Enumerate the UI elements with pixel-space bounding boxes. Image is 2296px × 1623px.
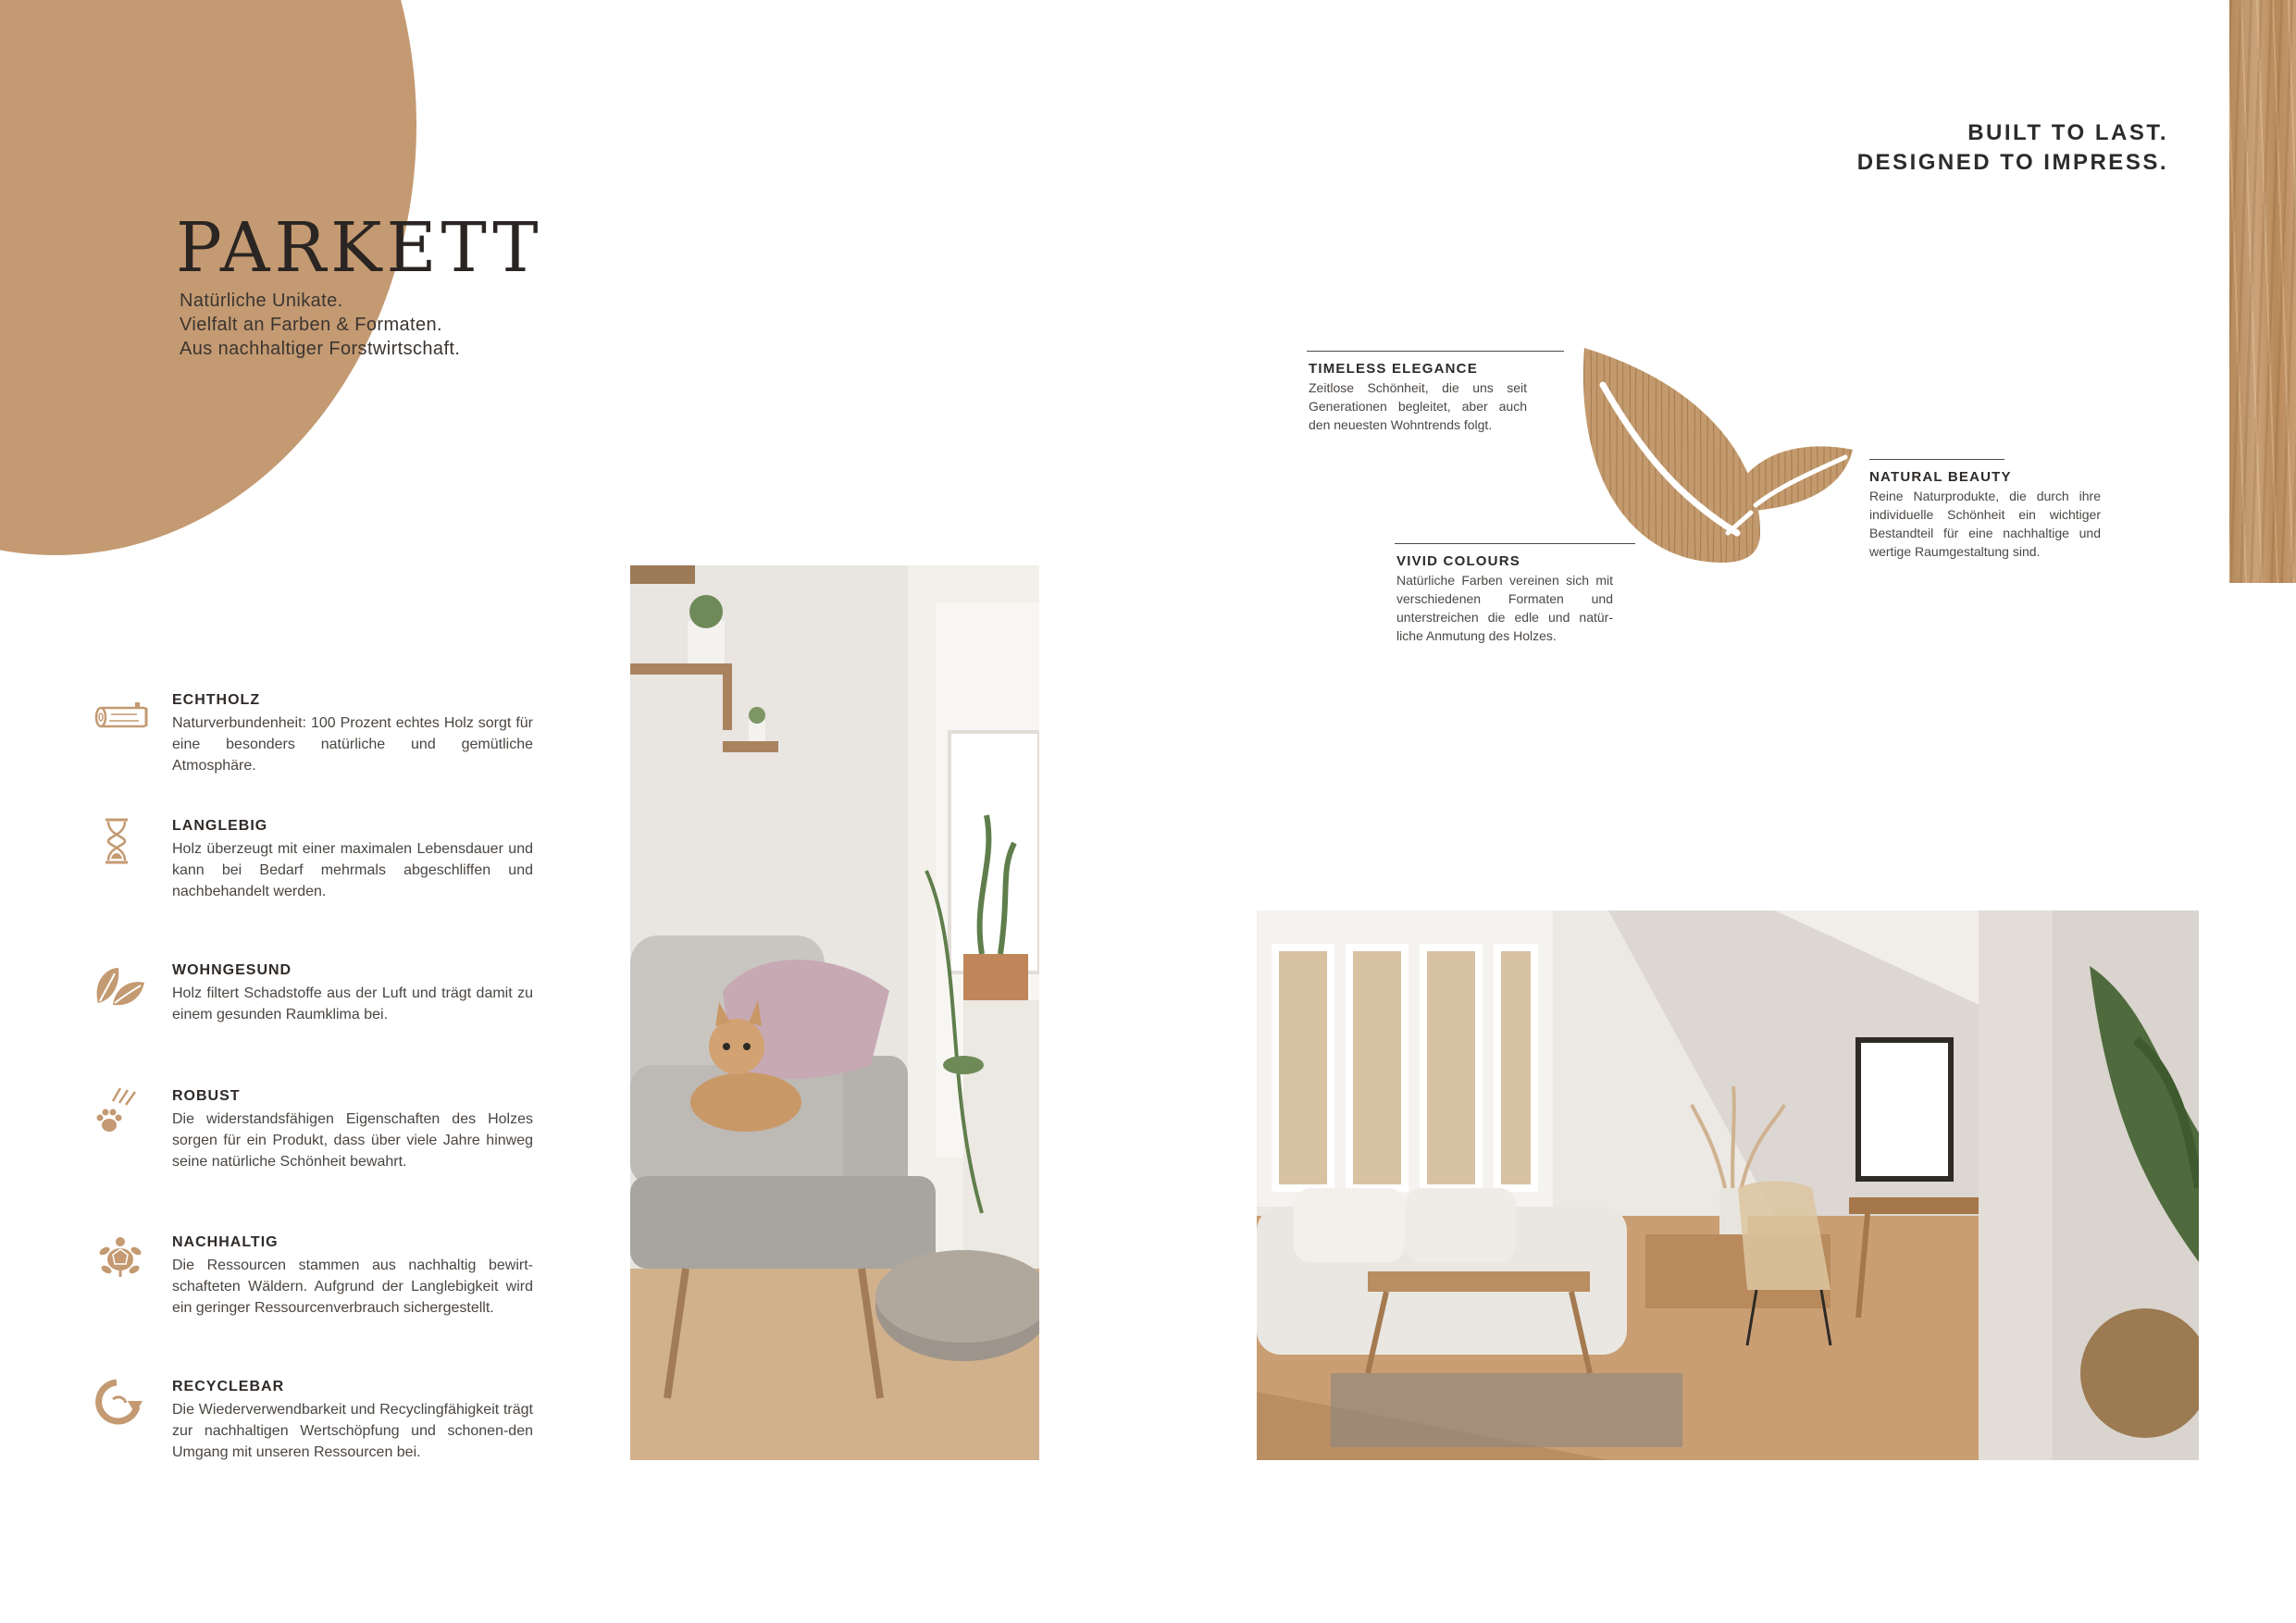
callout-natural-beauty [1869, 459, 2101, 561]
callout-title: NATURAL BEAUTY [1869, 469, 2012, 485]
cat-sofa-photo [630, 565, 1039, 1460]
tagline [1857, 118, 2168, 178]
feature-title: RECYCLEBAR [172, 1379, 285, 1394]
feature-title: ROBUST [172, 1088, 241, 1104]
page-subtitle [180, 289, 460, 361]
page-title: PARKETT [176, 208, 543, 288]
feature-text: Die Wiederverwendbarkeit und Recyclingfähigkeit trägt zur nachhaltigen Wertschöpfung und schonen-den Umgang mit unseren Ressourcen bei. [172, 1402, 533, 1460]
feature-text: Naturverbundenheit: 100 Prozent echtes Holz sorgt für eine besonders natürliche und gemütliche Atmosphäre. [172, 715, 533, 774]
wood-texture-strip [2229, 0, 2296, 583]
callout-text: Zeitlose Schönheit, die uns seit Generationen begleitet, aber auch den neuesten Wohntrends folgt. [1309, 380, 1527, 432]
callout-text: Natürliche Farben vereinen sich mit verschiedenen Formaten und unterstreichen die edle und natür-liche Anmutung des Holzes. [1396, 573, 1613, 643]
subtitle-line: Aus nachhaltiger Forstwirtschaft. [180, 339, 461, 359]
hourglass-icon [93, 818, 152, 864]
callout-text: Reine Naturprodukte, die durch ihre individuelle Schönheit ein wichtiger Bestandteil für eine nachhaltige und wertige Raumgestaltung sind. [1869, 489, 2101, 559]
feature-title: WOHNGESUND [172, 962, 292, 978]
living-room-photo [1257, 911, 2199, 1460]
callout-timeless-elegance [1307, 351, 1564, 434]
feature-text: Die widerstandsfähigen Eigenschaften des Holzes sorgen für ein Produkt, dass über viele Jahre hinweg seine natürliche Schönheit bewahrt. [172, 1111, 533, 1170]
tagline-line: DESIGNED TO IMPRESS. [1856, 150, 2168, 175]
callout-title: TIMELESS ELEGANCE [1309, 361, 1478, 377]
recycle-icon [93, 1379, 152, 1425]
feature-title: NACHHALTIG [172, 1234, 279, 1250]
subtitle-line: Natürliche Unikate. [180, 291, 343, 311]
wood-leaf-icon [1575, 348, 1862, 563]
feature-title: ECHTHOLZ [172, 692, 261, 708]
leaf-icon [93, 962, 152, 1009]
feature-title: LANGLEBIG [172, 818, 268, 834]
log-icon [93, 692, 152, 738]
callout-rule [1307, 351, 1564, 352]
feature-text: Holz überzeugt mit einer maximalen Lebensdauer und kann bei Bedarf mehrmals abgeschliffen und nachbehandelt werden. [172, 841, 533, 899]
turtle-icon [93, 1234, 152, 1281]
callout-title: VIVID COLOURS [1396, 553, 1520, 569]
feature-text: Die Ressourcen stammen aus nachhaltig bewirt-schafteten Wäldern. Aufgrund der Langlebigkeit wird ein geringer Ressourcenverbrauch sichergestellt. [172, 1258, 533, 1316]
subtitle-line: Vielfalt an Farben & Formaten. [180, 315, 442, 335]
feature-text: Holz filtert Schadstoffe aus der Luft und trägt damit zu einem gesunden Raumklima bei. [172, 985, 533, 1022]
paw-scratch-icon [93, 1088, 152, 1134]
callout-rule [1869, 459, 2004, 460]
tagline-line: BUILT TO LAST. [1967, 120, 2168, 145]
